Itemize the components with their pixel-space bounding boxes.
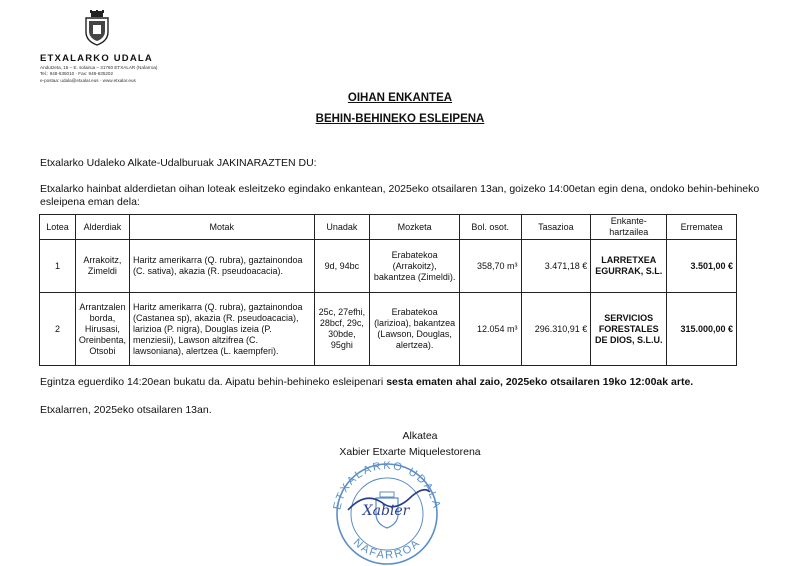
cell-errematea: 315.000,00 €: [667, 293, 737, 366]
cell-alderdiak: Arrantzalen borda, Hirusasi, Oreinbenta, Otsobi: [75, 293, 129, 366]
cell-lotea: 1: [40, 240, 76, 293]
cell-motak: Haritz amerikarra (Q. rubra), gaztainondoa (Castanea sp), akazia (R. pseudoacacia), larizioa (P. nigra), Douglas izeia (P. menziesii), Lawson altzifrea (C. lawsoniana), alertzea (L. kaempferi).: [129, 293, 314, 366]
signatory-name: Xabier Etxarte Miquelestorena: [339, 446, 481, 458]
document-title: OIHAN ENKANTEA: [347, 92, 453, 104]
cell-alderdiak: Arrakoitz, Zimeldi: [75, 240, 129, 293]
signatory-title: Alkatea: [402, 430, 438, 442]
cell-tasazioa: 3.471,18 €: [521, 240, 591, 293]
auction-description: Etxalarko hainbat alderdietan oihan loteak esleitzeko egindako enkantean, 2025eko otsailaren 13an, goizeko 14:00etan egin dena, ondoko behin-behineko esleipena eman dela:: [40, 183, 760, 208]
cell-lotea: 2: [40, 293, 76, 366]
header-tasazioa: Tasazioa: [521, 215, 591, 240]
org-name: ETXALARKO UDALA: [40, 53, 153, 64]
document-subtitle: BEHIN-BEHINEKO ESLEIPENA: [315, 113, 485, 125]
seal-bottom-text: NAFARROA: [350, 536, 424, 562]
header-errematea: Errematea: [667, 215, 737, 240]
handwritten-signature: Xabier: [362, 503, 410, 519]
award-table: [39, 214, 737, 366]
email-web-line: e-postaa: udala@etxalar.eus · www.etxalar.eus: [40, 78, 136, 83]
cell-motak: Haritz amerikarra (Q. rubra), gaztainondoa (C. sativa), akazia (R. pseudoacacia).: [129, 240, 314, 293]
closing-text: [40, 376, 693, 389]
table-row: [40, 293, 737, 366]
cell-enkante-hartzailea: SERVICIOS FORESTALES DE DIOS, S.L.U.: [591, 293, 667, 366]
cell-unadak: 25c, 27efhi, 28bcf, 29c, 30bde, 95ghi: [314, 293, 370, 366]
date-line: Etxalarren, 2025eko otsailaren 13an.: [40, 404, 212, 416]
header-unadak: Unadak: [314, 215, 370, 240]
header-lotea: Lotea: [40, 215, 76, 240]
cell-tasazioa: 296.310,91 €: [521, 293, 591, 366]
closing-text-regular: Egintza eguerdiko 14:20ean bukatu da. Aipatu behin-behineko esleipenari: [40, 376, 387, 388]
table-header-row: [40, 215, 737, 240]
header-motak: Motak: [129, 215, 314, 240]
municipal-crest-icon: [82, 10, 112, 46]
header-enkante-hartzailea: Enkante-hartzailea: [591, 215, 667, 240]
address-line: Andutzeta, 15 – E. solairua – 31760 ETXALAR (Nafarroa): [40, 65, 158, 70]
cell-errematea: 3.501,00 €: [667, 240, 737, 293]
header-mozketa: Mozketa: [370, 215, 460, 240]
cell-unadak: 9d, 94bc: [314, 240, 370, 293]
header-alderdiak: Alderdiak: [75, 215, 129, 240]
cell-bolumena: 358,70 m³: [459, 240, 521, 293]
official-seal-icon: [326, 452, 448, 566]
header-bolumena: Bol. osot.: [459, 215, 521, 240]
cell-mozketa: Erabatekoa (larizioa), bakantzea (Lawson, Douglas, alertzea).: [370, 293, 460, 366]
intro-text: Etxalarko Udaleko Alkate-Udalburuak JAKINARAZTEN DU:: [40, 157, 317, 169]
seal-top-text: ETXALARKO UDALA: [331, 459, 443, 511]
contact-line: Tel.: 948-635010 · Fax: 948-635202: [40, 71, 114, 76]
cell-mozketa: Erabatekoa (Arrakoitz), bakantzea (Zimeldi).: [370, 240, 460, 293]
cell-enkante-hartzailea: LARRETXEA EGURRAK, S.L.: [591, 240, 667, 293]
cell-bolumena: 12.054 m³: [459, 293, 521, 366]
table-row: [40, 240, 737, 293]
closing-text-bold: sesta ematen ahal zaio, 2025eko otsailaren 19ko 12:00ak arte.: [386, 376, 694, 388]
